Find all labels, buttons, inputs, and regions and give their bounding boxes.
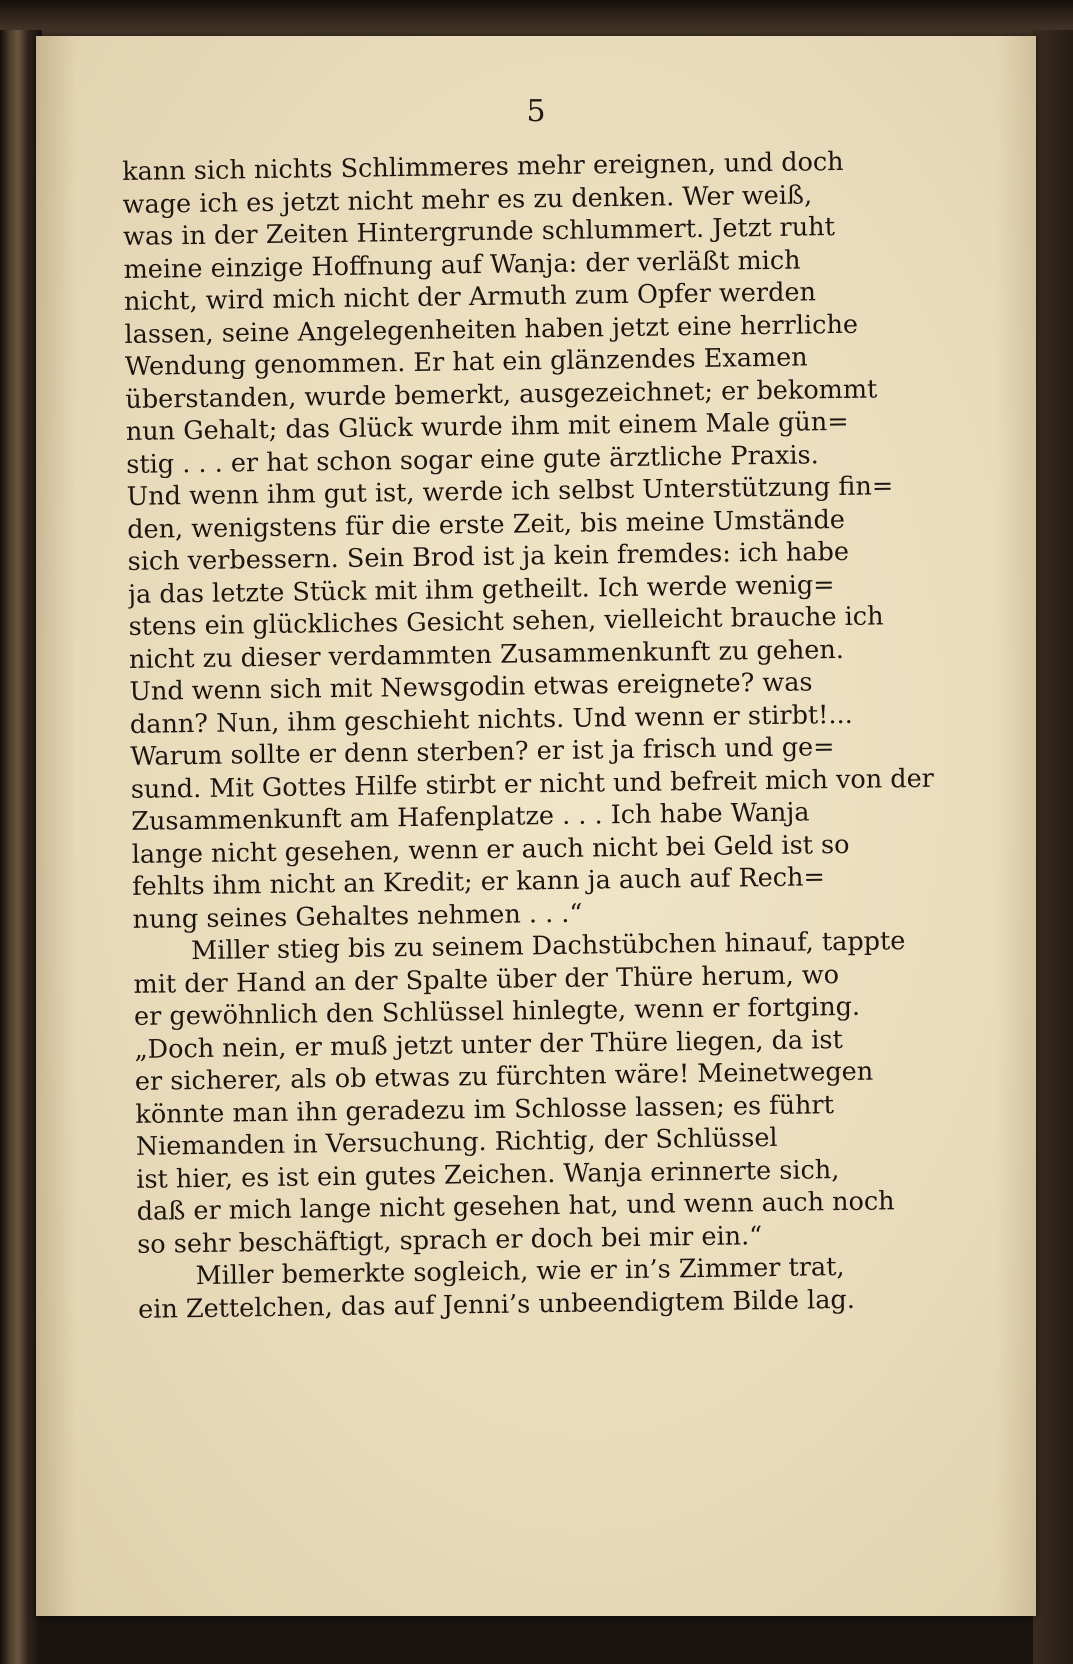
text-line: stig . . . er hat schon sogar eine gute ärztliche Praxis. bbox=[126, 439, 819, 480]
text-line: meine einzige Hoffnung auf Wanja: der verläßt mich bbox=[123, 245, 801, 285]
text-line: ja das letzte Stück mit ihm getheilt. Ich werde wenig= bbox=[127, 569, 835, 610]
text-line: lassen, seine Angelegenheiten haben jetzt eine herrliche bbox=[124, 309, 859, 350]
text-line: Wendung genommen. Er hat ein glänzendes Examen bbox=[124, 342, 808, 382]
text-line: Miller bemerkte sogleich, wie er in’s Zimmer trat, bbox=[195, 1252, 845, 1292]
book-cover-edge bbox=[1033, 30, 1073, 1664]
text-line: Warum sollte er denn sterben? er ist ja frisch und ge= bbox=[130, 732, 835, 772]
text-line: dann? Nun, ihm geschieht nichts. Und wenn er stirbt!... bbox=[129, 699, 853, 740]
page-text bbox=[122, 144, 998, 1326]
text-line: so sehr beschäftigt, sprach er doch bei mir ein.“ bbox=[136, 1220, 763, 1260]
text-line: könnte man ihn geradezu im Schlosse lassen; es führt bbox=[135, 1089, 835, 1130]
text-line: nun Gehalt; das Glück wurde ihm mit einem Male gün= bbox=[125, 406, 849, 447]
text-line: sund. Mit Gottes Hilfe stirbt er nicht und befreit mich von der bbox=[130, 763, 935, 805]
page-number: 5 bbox=[526, 94, 546, 129]
text-line: er gewöhnlich den Schlüssel hinlegte, wenn er fortging. bbox=[133, 991, 861, 1032]
text-line: nicht, wird mich nicht der Armuth zum Opfer werden bbox=[123, 277, 817, 317]
book-page bbox=[36, 36, 1036, 1616]
text-line: er sicherer, als ob etwas zu fürchten wäre! Meinetwegen bbox=[134, 1056, 874, 1097]
text-line: den, wenigstens für die erste Zeit, bis meine Umstände bbox=[127, 504, 846, 545]
text-line: mit der Hand an der Spalte über der Thüre herum, wo bbox=[133, 959, 840, 1000]
text-line: Und wenn ihm gut ist, werde ich selbst Unterstützung fin= bbox=[126, 471, 894, 512]
text-line: „Doch nein, er muß jetzt unter der Thüre liegen, da ist bbox=[134, 1024, 843, 1065]
text-line: Und wenn sich mit Newsgodin etwas ereignete? was bbox=[129, 667, 813, 707]
text-line: Zusammenkunft am Hafenplatze . . . Ich habe Wanja bbox=[131, 797, 810, 837]
text-line: daß er mich lange nicht gesehen hat, und wenn auch noch bbox=[136, 1186, 895, 1227]
text-line: fehlts ihm nicht an Kredit; er kann ja auch auf Rech= bbox=[131, 862, 826, 902]
text-line: Niemanden in Versuchung. Richtig, der Schlüssel bbox=[135, 1122, 778, 1162]
text-line: überstanden, wurde bemerkt, ausgezeichnet; er bekommt bbox=[125, 373, 878, 415]
text-line: stens ein glückliches Gesicht sehen, vielleicht brauche ich bbox=[128, 601, 884, 642]
text-line: ein Zettelchen, das auf Jenni’s unbeendigtem Bilde lag. bbox=[137, 1284, 856, 1325]
text-line: was in der Zeiten Hintergrunde schlummert. Jetzt ruht bbox=[122, 212, 836, 252]
text-line: ist hier, es ist ein gutes Zeichen. Wanja erinnerte sich, bbox=[136, 1154, 840, 1195]
text-line: kann sich nichts Schlimmeres mehr ereignen, und doch bbox=[122, 146, 844, 187]
text-line: wage ich es jetzt nicht mehr es zu denken. Wer weiß, bbox=[122, 179, 813, 220]
text-line: lange nicht gesehen, wenn er auch nicht bei Geld ist so bbox=[131, 829, 850, 870]
text-line: Miller stieg bis zu seinem Dachstübchen hinauf, tappte bbox=[190, 926, 906, 967]
text-line: nicht zu dieser verdammten Zusammenkunft zu gehen. bbox=[128, 634, 845, 675]
text-line: nung seines Gehaltes nehmen . . .“ bbox=[132, 898, 583, 935]
text-line: sich verbessern. Sein Brod ist ja kein fremdes: ich habe bbox=[127, 536, 850, 577]
scan-top-shadow bbox=[0, 0, 1073, 40]
